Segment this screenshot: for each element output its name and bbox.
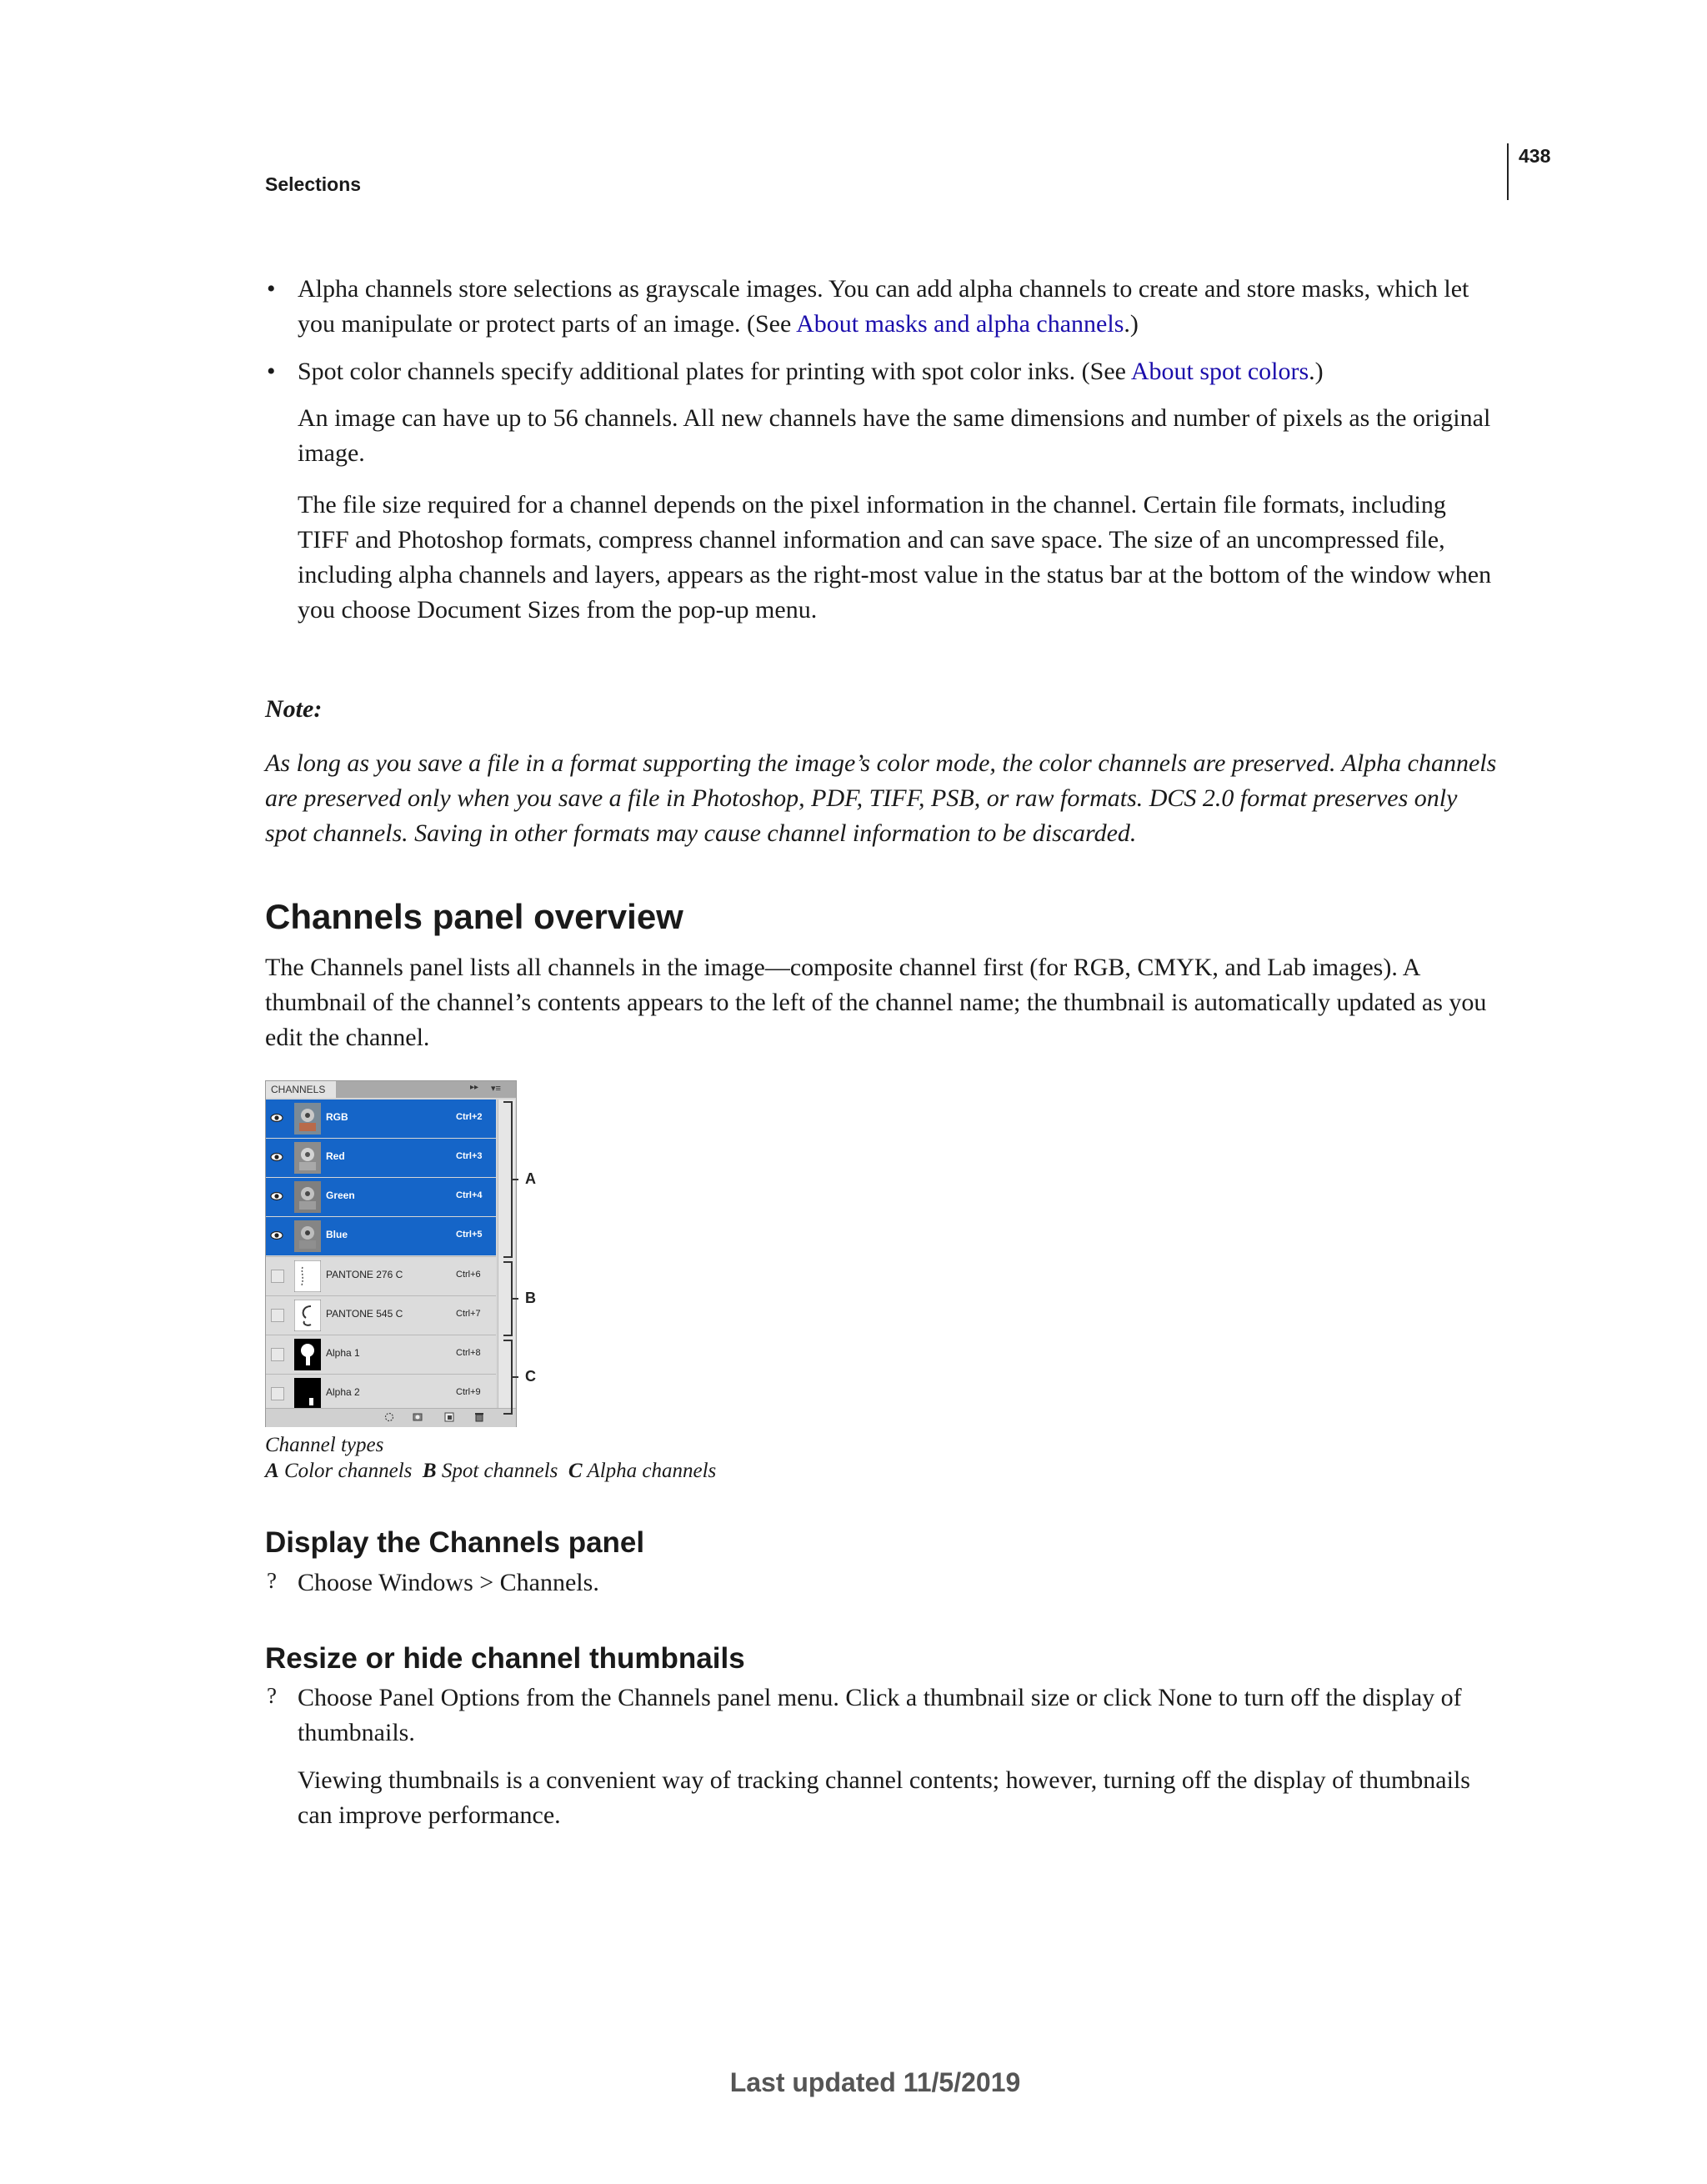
running-header: Selections xyxy=(265,173,362,195)
channel-shortcut: Ctrl+5 xyxy=(456,1230,483,1240)
eye-icon[interactable] xyxy=(270,1190,283,1203)
channel-name: Blue xyxy=(326,1229,348,1240)
channel-thumbnail xyxy=(294,1181,321,1213)
bracket-label-b: B xyxy=(525,1290,536,1306)
channel-shortcut: Ctrl+6 xyxy=(456,1270,481,1280)
channel-shortcut: Ctrl+4 xyxy=(456,1190,483,1200)
channel-name: Alpha 2 xyxy=(326,1386,360,1398)
trash-icon[interactable] xyxy=(474,1412,484,1422)
header-rule xyxy=(1507,143,1509,200)
eye-icon[interactable] xyxy=(270,1229,283,1242)
section-heading: Channels panel overview xyxy=(265,897,683,936)
channel-row-alpha-2[interactable] xyxy=(266,1374,496,1413)
bullet-alpha-channels xyxy=(298,272,1498,342)
load-selection-icon[interactable] xyxy=(384,1412,394,1422)
visibility-checkbox[interactable] xyxy=(271,1348,284,1361)
bracket-label-a: A xyxy=(525,1170,536,1187)
channel-thumbnail xyxy=(294,1260,321,1292)
channel-row-pantone-545[interactable] xyxy=(266,1295,496,1335)
channel-shortcut: Ctrl+9 xyxy=(456,1387,481,1397)
channel-name: PANTONE 545 C xyxy=(326,1308,403,1320)
note-body: As long as you save a file in a format supporting the image’s color mode, the color channels are preserved. Alpha channels are preserved only when you save a file in Photoshop, PDF, TIFF, PSB, or raw formats. DCS 2.0 format preserves only spot channels. Saving in other formats may cause channel information to be discarded. xyxy=(265,749,1497,847)
channel-shortcut: Ctrl+3 xyxy=(456,1151,483,1161)
legend-key: A xyxy=(265,1460,279,1482)
figure-caption-legend xyxy=(265,1460,716,1483)
channel-row-blue[interactable] xyxy=(266,1217,496,1255)
channel-name: Green xyxy=(326,1190,355,1201)
legend-key: C xyxy=(568,1460,583,1482)
paragraph-channel-limit: An image can have up to 56 channels. All new channels have the same dimensions and number of pixels as the original image. xyxy=(298,404,1491,467)
channel-row-green[interactable] xyxy=(266,1178,496,1216)
bracket-label-c: C xyxy=(525,1368,536,1385)
panel-tab[interactable]: CHANNELS xyxy=(266,1081,341,1098)
legend-label: Spot channels xyxy=(441,1460,558,1482)
visibility-checkbox[interactable] xyxy=(271,1387,284,1400)
panel-menu-icon[interactable]: ▾≡ xyxy=(491,1084,501,1094)
bullet-text-end: .) xyxy=(1309,358,1324,385)
figure-caption-title: Channel types xyxy=(265,1434,384,1456)
step-marker: ? xyxy=(267,1683,277,1708)
bullet-text: Alpha channels store selections as grayscale images. You can add alpha channels to create and store masks, which let you manipulate or protect parts of an image. (See xyxy=(298,275,1469,338)
step-marker: ? xyxy=(267,1568,277,1593)
channel-row-alpha-1[interactable] xyxy=(266,1335,496,1374)
eye-icon[interactable] xyxy=(270,1111,283,1125)
channel-name: Red xyxy=(326,1150,345,1162)
paragraph-file-size: The file size required for a channel depends on the pixel information in the channel. Certain file formats, including TIFF and Photoshop formats, compress channel information and can save space. The size of an uncompressed file, including alpha channels and layers, appears as the right-most value in the status bar at the bottom of the window when you choose Document Sizes from the pop-up menu. xyxy=(298,491,1492,624)
step-note: Viewing thumbnails is a convenient way of tracking channel contents; however, turning off the display of thumbnails can improve performance. xyxy=(298,1766,1470,1829)
channel-thumbnail xyxy=(294,1103,321,1135)
legend-label: Color channels xyxy=(283,1460,413,1482)
bullet-marker: • xyxy=(267,358,276,385)
legend-key: B xyxy=(422,1460,437,1482)
channel-row-red[interactable] xyxy=(266,1139,496,1177)
page-number: 438 xyxy=(1519,145,1551,167)
subsection-heading: Resize or hide channel thumbnails xyxy=(265,1642,745,1675)
overview-paragraph: The Channels panel lists all channels in the image—composite channel first (for RGB, CMYK, and Lab images). A thumbnail of the channel’s contents appears to the left of the channel name; the thumbnail is automatically updated as you edit the channel. xyxy=(265,954,1487,1051)
link-about-spot-colors[interactable]: About spot colors xyxy=(1130,358,1309,385)
note-label: Note: xyxy=(265,695,323,723)
channel-thumbnail xyxy=(294,1339,321,1370)
channel-thumbnail xyxy=(294,1220,321,1252)
eye-icon[interactable] xyxy=(270,1150,283,1164)
link-about-masks[interactable]: About masks and alpha channels xyxy=(796,310,1124,338)
channel-thumbnail xyxy=(294,1378,321,1410)
channel-row-rgb[interactable] xyxy=(266,1100,496,1138)
channel-name: RGB xyxy=(326,1111,348,1123)
save-selection-icon[interactable] xyxy=(413,1412,423,1422)
legend-label: Alpha channels xyxy=(587,1460,717,1482)
bullet-text: Spot color channels specify additional plates for printing with spot color inks. (See xyxy=(298,358,1131,385)
new-channel-icon[interactable] xyxy=(444,1412,454,1422)
visibility-checkbox[interactable] xyxy=(271,1309,284,1322)
channel-name: Alpha 1 xyxy=(326,1347,360,1359)
collapse-icon[interactable]: ▸▸ xyxy=(470,1083,479,1092)
panel-footer xyxy=(266,1408,516,1427)
step-text: Choose Panel Options from the Channels panel menu. Click a thumbnail size or click None to turn off the display of thumbnails. xyxy=(298,1684,1462,1746)
channels-panel xyxy=(265,1080,517,1427)
visibility-checkbox[interactable] xyxy=(271,1270,284,1283)
channel-shortcut: Ctrl+7 xyxy=(456,1309,481,1319)
bullet-marker: • xyxy=(267,275,276,303)
channel-thumbnail xyxy=(294,1142,321,1174)
bullet-spot-channels xyxy=(298,354,1498,389)
panel-titlebar xyxy=(336,1081,516,1098)
channel-thumbnail xyxy=(294,1300,321,1331)
channel-shortcut: Ctrl+8 xyxy=(456,1348,481,1358)
channel-row-pantone-276[interactable] xyxy=(266,1256,496,1295)
channel-shortcut: Ctrl+2 xyxy=(456,1112,483,1122)
step-text: Choose Windows > Channels. xyxy=(298,1569,599,1596)
bullet-text-end: .) xyxy=(1124,310,1139,338)
page-footer: Last updated 11/5/2019 xyxy=(729,2067,1021,2097)
subsection-heading: Display the Channels panel xyxy=(265,1526,645,1559)
channel-name: PANTONE 276 C xyxy=(326,1269,403,1280)
